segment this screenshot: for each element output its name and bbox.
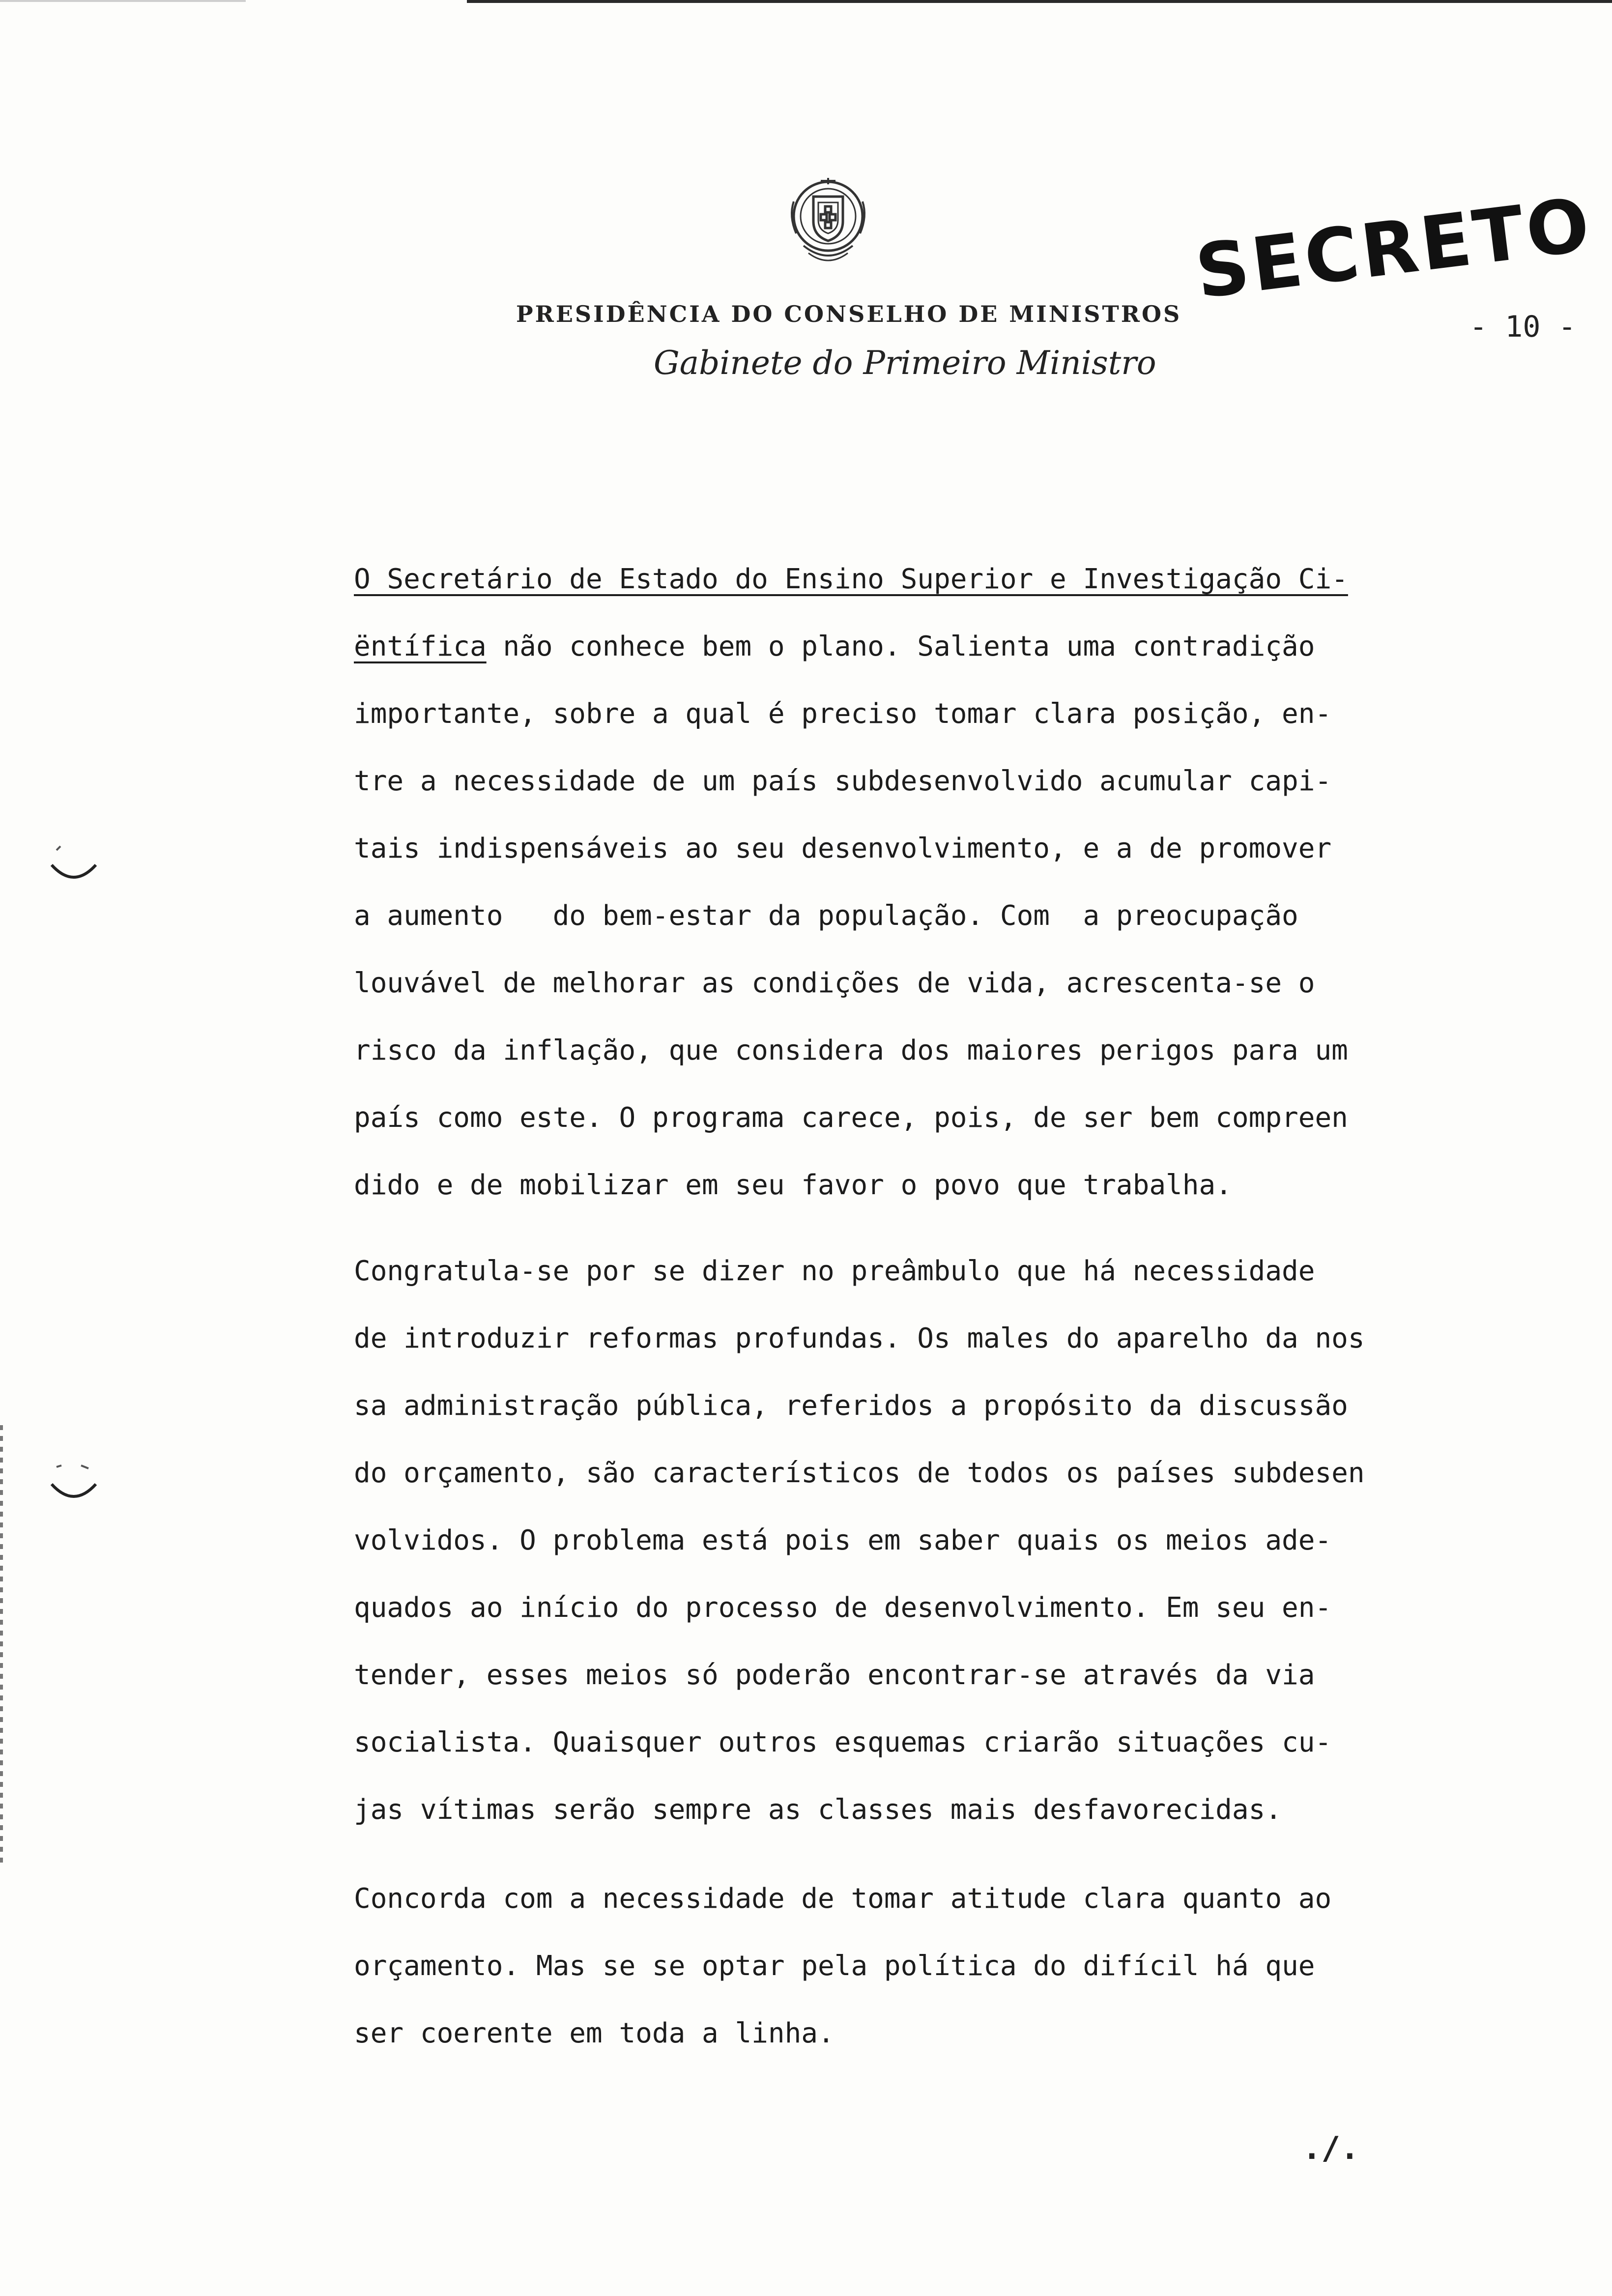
secret-stamp-text: SECRETO	[1191, 182, 1597, 316]
text-line: tender, esses meios só poderão encontrar-se através da via	[354, 1659, 1315, 1691]
office-name: Gabinete do Primeiro Ministro	[654, 344, 1156, 382]
text-line: ser coerente em toda a linha.	[354, 2017, 835, 2049]
text-line: de introduzir reformas profundas. Os males do aparelho da nos	[354, 1322, 1365, 1354]
text-line: dido e de mobilizar em seu favor o povo que trabalha.	[354, 1169, 1232, 1201]
text-line	[354, 613, 1450, 680]
continuation-mark: ./.	[1302, 2130, 1359, 2167]
punch-hole-mark	[47, 835, 101, 890]
top-edge-rule	[0, 0, 246, 2]
text-line: do orçamento, são característicos de todos os países subdesen	[354, 1457, 1365, 1489]
text-line: importante, sobre a qual é preciso tomar clara posição, en-	[354, 698, 1332, 730]
text-line: quados ao início do processo de desenvolvimento. Em seu en-	[354, 1592, 1332, 1624]
text-line: socialista. Quaisquer outros esquemas criarão situações cu-	[354, 1726, 1332, 1758]
paragraph-1	[354, 545, 1450, 1219]
text-line: risco da inflação, que considera dos maiores perigos para um	[354, 1034, 1348, 1066]
punch-hole-mark	[47, 1455, 101, 1509]
coat-of-arms-icon	[774, 167, 882, 280]
text-line: tais indispensáveis ao seu desenvolvimento, e a de promover	[354, 832, 1332, 864]
text-line: O Secretário de Estado do Ensino Superior e Investigação Ci-	[354, 563, 1348, 595]
text-line: orçamento. Mas se se optar pela política do difícil há que	[354, 1950, 1315, 1982]
text-line: jas vítimas serão sempre as classes mais desfavorecidas.	[354, 1794, 1282, 1826]
institution-name: PRESIDÊNCIA DO CONSELHO DE MINISTROS	[516, 301, 1182, 327]
text-line: sa administração pública, referidos a propósito da discussão	[354, 1390, 1348, 1422]
text-line: Concorda com a necessidade de tomar atitude clara quanto ao	[354, 1883, 1332, 1915]
paragraph-2	[354, 1237, 1450, 1843]
text-line: país como este. O programa carece, pois, de ser bem compreen	[354, 1102, 1348, 1134]
text-line: a aumento do bem-estar da população. Com a preocupação	[354, 900, 1298, 932]
text-line: volvidos. O problema está pois em saber quais os meios ade-	[354, 1524, 1332, 1556]
paragraph-3	[354, 1865, 1450, 2067]
top-edge-rule-dark	[467, 0, 1612, 3]
page-number: - 10 -	[1469, 310, 1576, 344]
secret-stamp	[1189, 182, 1597, 316]
text-line: Congratula-se por se dizer no preâmbulo que há necessidade	[354, 1255, 1315, 1287]
underlined-fragment: ëntífica	[354, 631, 487, 662]
text-fragment: não conhece bem o plano. Salienta uma contradição	[486, 631, 1315, 662]
binding-edge	[0, 1425, 3, 1867]
text-line: tre a necessidade de um país subdesenvolvido acumular capi-	[354, 765, 1332, 797]
text-line: louvável de melhorar as condições de vida, acrescenta-se o	[354, 967, 1315, 999]
